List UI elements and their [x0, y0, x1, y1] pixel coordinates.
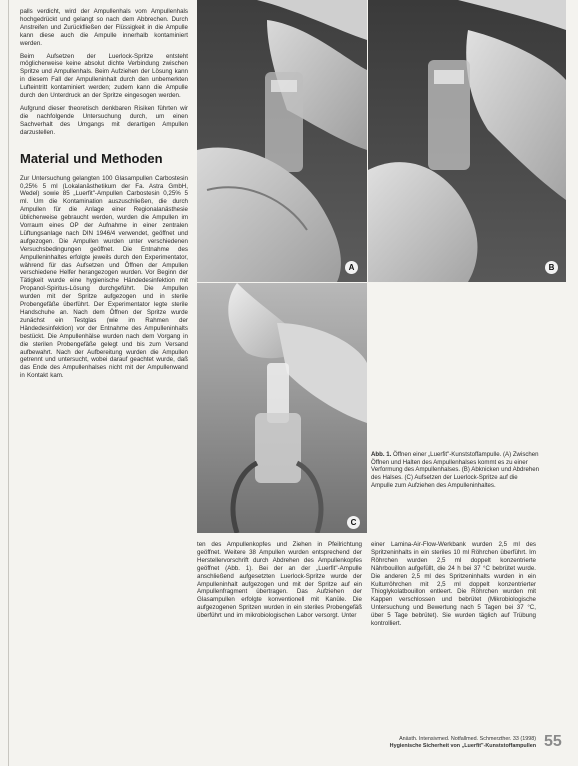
body-paragraph: ten des Ampullenkopfes und Ziehen in Pfeilrichtung geöffnet. Weitere 38 Ampullen wurden entsprechend der Herstellervorschrift durch Abdrehen des Ampullenkopfes geöffnet (Abb. 1). Bei der an der „Luerfit"-Ampulle anschließend aufgesetzten Luerlock-Spritze wurde der Ampulleninhalt aufgezogen und mit der Spritze auf ein Ampullenfragment übertragen. Das Aufziehen der Glasampullen erfolgte konventionell mit Kanüle. Die aufgezogenen Spritzen wurden in ein steriles Probengefäß überführt und im mikrobiologischen Labor versorgt. Unter: [197, 541, 362, 620]
body-paragraph: Zur Untersuchung gelangten 100 Glasampullen Carbostesin 0,25% 5 ml (Lokalanästhetikum der Fa. Astra GmbH, Wedel) sowie 85 „Luerfit"-Ampullen Carbostesin 0,25% 5 ml. Um die Kontamination auszuschließen, die durch Ampullen für die Anlage einer Regionalanästhesie üblicherweise gebraucht werden, wurden die Ampullen im Vorraum eines OP der Aufnahme in einer zentralen Lüftungsanlage nach DIN 1946/4 verwendet, geöffnet und aufgezogen. Die Ampullen wurden unter verschiedenen Versuchsbedingungen geöffnet. Die Entnahme des Ampulleninhaltes erfolgte jeweils durch den Experimentator, während für das Aufsetzen und Öffnen der Ampullen verschiedene Helfer herangezogen wurden. Vor Beginn der Tätigkeit wurde eine hygienische Händedesinfektion mit Propanol-Spiritus-Lösung durchgeführt. Die Ampullen wurden mit der Spritze aufgezogen und in sterile Probengefäße überführt. Der Experimentator legte sterile Handschuhe an. Nach dem Öffnen der Spritze wurde zunächst ein Testglas (wie im Rahmen der Händedesinfektion) vor der Entnahme des Ampulleninhalts bestückt. Die Ampullenhälse wurden nach dem Vorgang in die sterilen Probengefäße gelegt und bis zum Versand aufbewahrt. Nach der Aufbereitung wurden die Ampullen getrennt und untersucht, wobei darauf geachtet wurde, daß das Ende des Ampullenhalses nicht mit der Ampullenwand in Kontakt kam.: [20, 174, 188, 380]
photo-b-image: [368, 0, 566, 282]
panel-label-b: B: [545, 261, 558, 274]
journal-citation: Anästh. Intensivmed. Notfallmed. Schmerzther. 33 (1998): [399, 736, 536, 742]
footer-reference: [376, 736, 536, 750]
page-edge-line: [8, 0, 9, 766]
left-text-column: [20, 8, 188, 385]
photo-panel-a: [197, 0, 367, 282]
body-paragraph: palls verdicht, wird der Ampullenhals vom Ampullenhals hochgedrückt und gelangt so nach dem Abbrechen. Durch Anstreifen und Zurückfließen der Flüssigkeit in die Ampulle kann diese auch die Ampulle innerhalb kontaminiert werden.: [20, 8, 188, 47]
body-paragraph: Aufgrund dieser theoretisch denkbaren Risiken führten wir die nachfolgende Untersuchung durch, um einen Sachverhalt des Umgangs mit derartigen Ampullen darzustellen.: [20, 104, 188, 136]
panel-label-a: A: [345, 261, 358, 274]
caption-text: Öffnen einer „Luerfit"-Kunststoffampulle. (A) Zwischen Öffnen und Halten des Ampullenhalses kommt es zu einer Verformung des Ampullenhalses. (B) Abknicken und Abdrehen des Halses. (C) Aufsetzen der Luerlock-Spritze auf die Ampulle zum Aufziehen des Ampulleninhaltes.: [371, 451, 540, 489]
photo-panel-b: [368, 0, 566, 282]
middle-text-column: [197, 541, 362, 620]
caption-label: Abb. 1.: [371, 451, 392, 458]
section-heading: Material und Methoden: [20, 150, 163, 166]
right-text-column: [371, 541, 536, 628]
figure-caption: [371, 451, 541, 490]
photo-panel-c: [197, 283, 367, 533]
photo-a-image: [197, 0, 367, 282]
panel-label-c: C: [347, 516, 360, 529]
body-paragraph: Beim Aufsetzen der Luerlock-Spritze entsteht möglicherweise keine absolut dichte Verbindung zwischen Spritze und Ampullenhals. Beim Aufziehen der Lösung kann in diesem Fall der Ampulleninhalt durch den unbemerkten Lufteintritt kontaminiert werden; zudem kann die Ampulle durch den Unterdruck an der Spritze eingesogen werden.: [20, 52, 188, 100]
body-paragraph: einer Lamina-Air-Flow-Werkbank wurden 2,5 ml des Spritzeninhalts in ein steriles 10 ml Röhrchen überführt. Im Röhrchen wurden 2,5 ml doppelt konzentrierte Nährbouillon aufgefüllt, die 24 h bei 37 °C bebrütet wurde. Die anderen 2,5 ml des Spritzeninhalts wurden in ein Kulturröhrchen mit 2,5 ml doppelt konzentrierter Thioglykolatbouillon entleert. Die Röhrchen wurden mit Kappen verschlossen und bebrütet (Mikrobiologische Untersuchung und Bewertung nach 5 Tagen bei 37 °C, über 5 Tage bebrütet). Sie wurden täglich auf Trübung kontrolliert.: [371, 541, 536, 628]
photo-c-image: [197, 283, 367, 533]
running-title: Hygienische Sicherheit von „Luerfit"-Kunststoffampullen: [389, 743, 536, 749]
page-number: 55: [544, 733, 562, 750]
